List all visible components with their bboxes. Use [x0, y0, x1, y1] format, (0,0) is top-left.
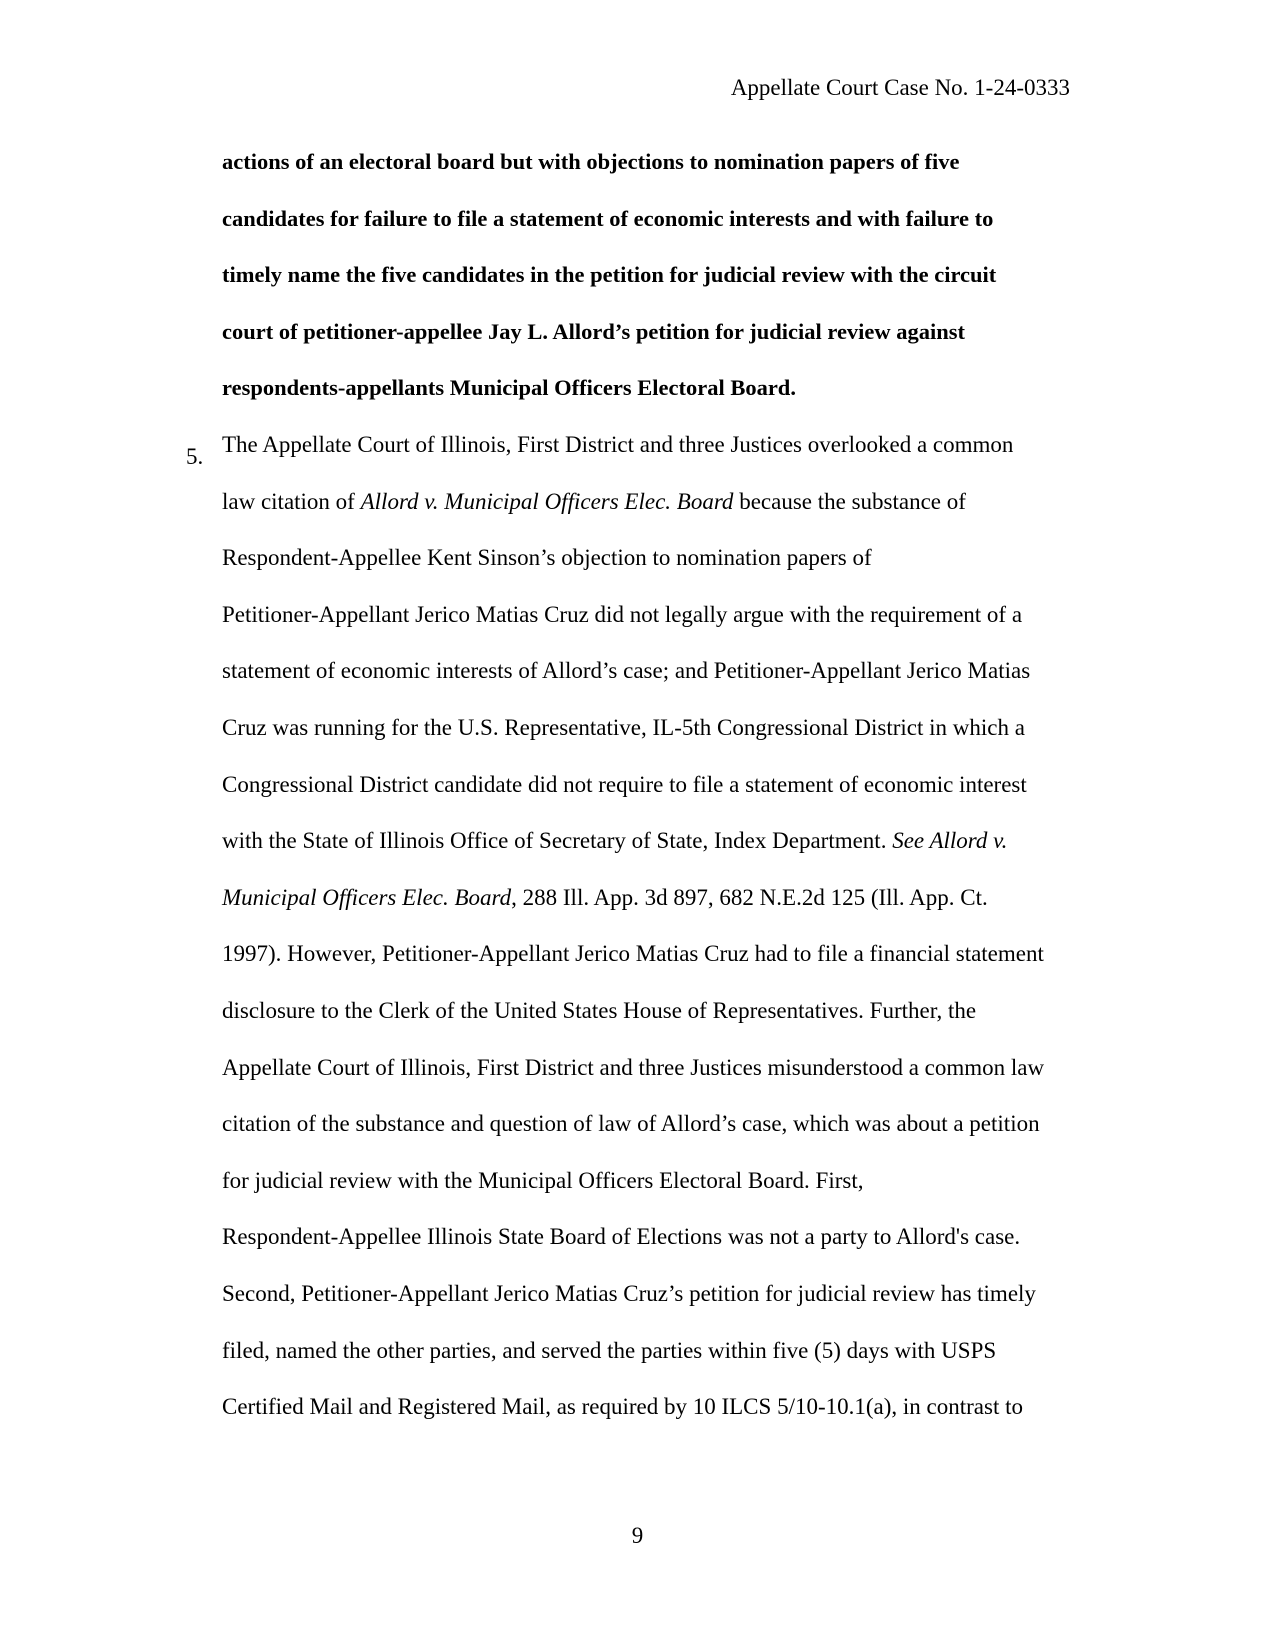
item-5-line-5 [222, 643, 1122, 700]
item-5-line-11 [222, 983, 1122, 1040]
text-run: because the substance of [733, 488, 966, 514]
item-number: 5. [186, 444, 204, 469]
case-citation-italic: Allord v. Municipal Officers Elec. Board [360, 488, 734, 514]
bold-line-2: candidates for failure to file a statement of economic interests and with failure to [222, 205, 994, 231]
text-run: The Appellate Court of Illinois, First District and three Justices overlooked a common [222, 432, 1014, 457]
case-citation-italic: See Allord v. [892, 828, 1008, 854]
bold-paragraph [222, 146, 1082, 417]
text-run: for judicial review with the Municipal Officers Electoral Board. First, [222, 1167, 864, 1193]
item-5-line-1 [222, 417, 1122, 474]
item-5-line-2 [222, 474, 1122, 531]
text-run: Certified Mail and Registered Mail, as required by 10 ILCS 5/10-10.1(a), in contrast to [222, 1394, 1023, 1420]
item-5-line-6 [222, 700, 1122, 757]
item-5-line-12 [222, 1040, 1122, 1097]
bold-line-5: respondents-appellants Municipal Officers Electoral Board. [222, 375, 796, 401]
item-5-paragraph [222, 429, 1122, 1436]
item-5-line-15 [222, 1209, 1122, 1266]
item-5-line-7 [222, 757, 1122, 814]
text-run: 1997). However, Petitioner-Appellant Jerico Matias Cruz had to file a financial statement [222, 941, 1044, 967]
item-5-line-16 [222, 1266, 1122, 1323]
item-5-line-14 [222, 1153, 1122, 1210]
bold-line-1: actions of an electoral board but with objections to nomination papers of five [222, 149, 960, 174]
text-run: with the State of Illinois Office of Secretary of State, Index Department. [222, 828, 893, 854]
item-5-line-18 [222, 1379, 1122, 1436]
text-run: statement of economic interests of Allord’s case; and Petitioner-Appellant Jerico Matias [222, 658, 1031, 684]
text-run: Petitioner-Appellant Jerico Matias Cruz did not legally argue with the requirement of a [222, 601, 1023, 627]
text-run: law citation of [222, 488, 361, 514]
page-number: 9 [631, 1523, 644, 1548]
text-run: Respondent-Appellee Kent Sinson’s objection to nomination papers of [222, 545, 872, 571]
case-number-header: Appellate Court Case No. 1-24-0333 [730, 75, 1070, 100]
item-5-line-13 [222, 1096, 1122, 1153]
bold-line-4: court of petitioner-appellee Jay L. Allord’s petition for judicial review against [222, 318, 966, 344]
text-run: Cruz was running for the U.S. Representative, IL-5th Congressional District in which a [222, 714, 1025, 740]
item-5-line-4 [222, 587, 1122, 644]
case-citation-italic: Municipal Officers Elec. Board [222, 884, 512, 910]
item-5-line-9 [222, 870, 1122, 927]
item-5-line-8 [222, 813, 1122, 870]
text-run: filed, named the other parties, and served the parties within five (5) days with USPS [222, 1337, 997, 1363]
text-run: disclosure to the Clerk of the United States House of Representatives. Further, the [222, 997, 977, 1023]
text-run: Second, Petitioner-Appellant Jerico Matias Cruz’s petition for judicial review has timely [222, 1280, 1036, 1306]
text-run: Respondent-Appellee Illinois State Board of Elections was not a party to Allord's case. [222, 1224, 1021, 1250]
text-run: citation of the substance and question of law of Allord’s case, which was about a petition [222, 1111, 1040, 1137]
text-run: , 288 Ill. App. 3d 897, 682 N.E.2d 125 (Ill. App. Ct. [511, 884, 988, 910]
text-run: Congressional District candidate did not require to file a statement of economic interest [222, 771, 1027, 797]
bold-line-3: timely name the five candidates in the petition for judicial review with the circuit [222, 262, 997, 288]
item-5-line-17 [222, 1323, 1122, 1380]
item-5-line-3 [222, 530, 1122, 587]
item-5-line-10 [222, 926, 1122, 983]
text-run: Appellate Court of Illinois, First District and three Justices misunderstood a common law [222, 1054, 1045, 1080]
